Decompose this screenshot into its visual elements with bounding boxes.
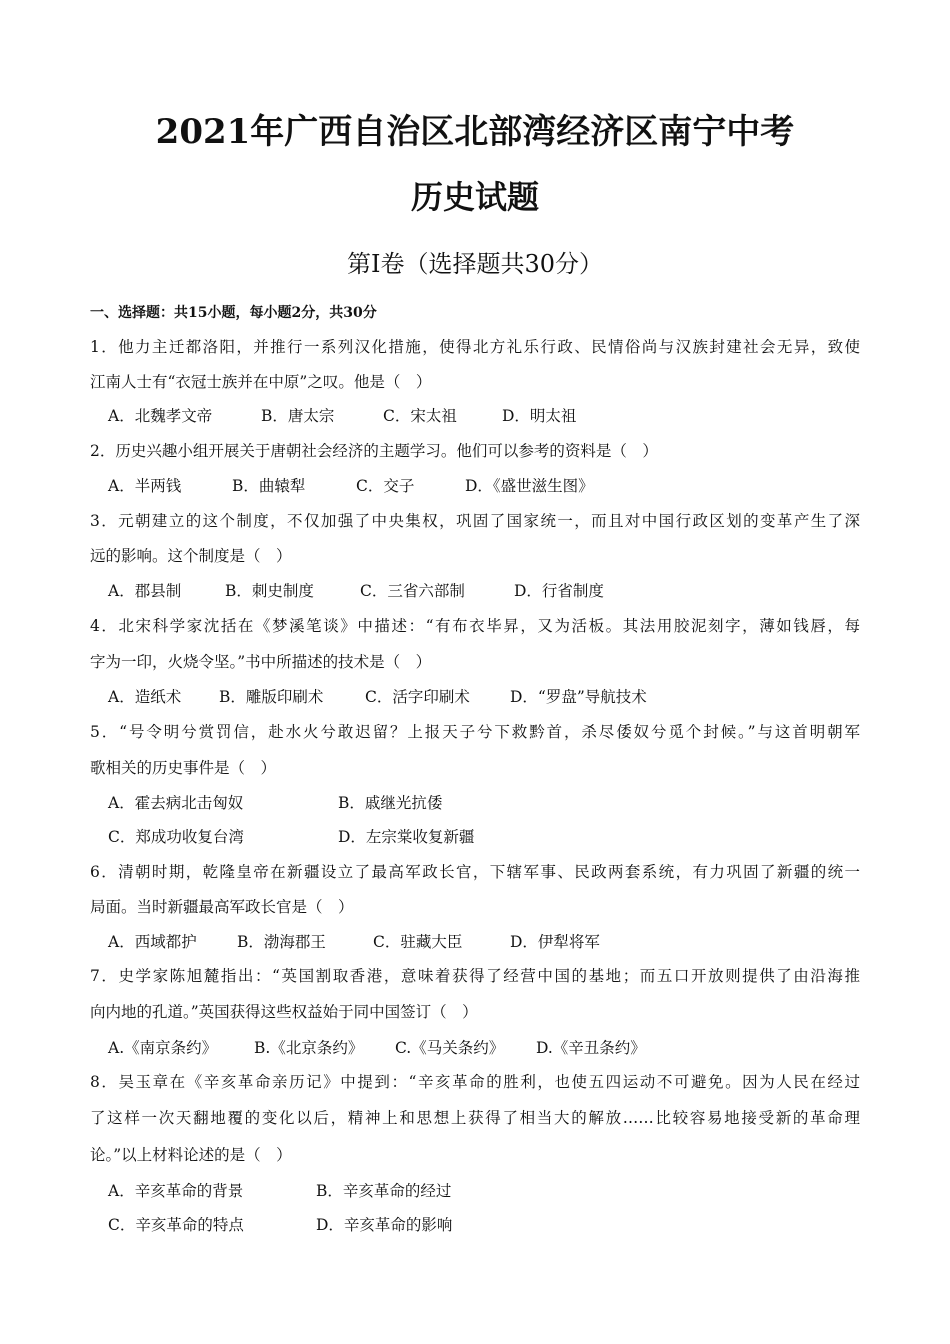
option-a: A．霍去病北击匈奴 — [108, 794, 244, 812]
question-4-line-1: 4．北宋科学家沈括在《梦溪笔谈》中描述：“有布衣毕昇，又为活板。其法用胶泥刻字，薄如钱唇，每 — [90, 617, 860, 635]
question-1-line-2: 江南人士有“衣冠士族并在中原”之叹。他是（ ） — [90, 373, 432, 391]
option-b: B．唐太宗 — [261, 407, 335, 425]
question-7-line-1: 7．史学家陈旭麓指出：“英国割取香港，意味着获得了经营中国的基地；而五口开放则提供了由沿海推 — [90, 967, 860, 985]
option-c: C．三省六部制 — [360, 582, 465, 600]
question-1-line-1: 1．他力主迁都洛阳，并推行一系列汉化措施，使得北方礼乐行政、民情俗尚与汉族封建社会无异，致使 — [90, 338, 860, 356]
part-heading: 一、选择题：共15小题，每小题2分，共30分 — [90, 305, 377, 321]
option-d: D．《盛世滋生图》 — [465, 477, 594, 495]
option-a: A.《南京条约》 — [108, 1039, 218, 1057]
option-c: C．活字印刷术 — [365, 688, 470, 706]
question-3-line-1: 3．元朝建立的这个制度，不仅加强了中央集权，巩固了国家统一，而且对中国行政区划的变革产生了深 — [90, 512, 860, 530]
option-c: C．辛亥革命的特点 — [108, 1216, 244, 1234]
section-title: 第Ⅰ卷（选择题共30分） — [346, 250, 604, 278]
option-b: B．曲辕犁 — [232, 477, 306, 495]
question-2-line-1: 2．历史兴趣小组开展关于唐朝社会经济的主题学习。他们可以参考的资料是（ ） — [90, 442, 658, 460]
option-b: B．戚继光抗倭 — [338, 794, 443, 812]
question-8-line-2: 了这样一次天翻地覆的变化以后，精神上和思想上获得了相当大的解放……比较容易地接受新的革命理 — [90, 1109, 860, 1127]
question-3-line-2: 远的影响。这个制度是（ ） — [90, 547, 292, 565]
option-a: A．西域都护 — [108, 933, 197, 951]
option-b: B．渤海郡王 — [237, 933, 326, 951]
option-c: C．郑成功收复台湾 — [108, 828, 244, 846]
question-5-line-1: 5．“号令明兮赏罚信，赴水火兮敢迟留？上报天子兮下救黔首，杀尽倭奴兮觅个封候。”与这首明朝军 — [90, 723, 860, 741]
exam-title: 2021年广西自治区北部湾经济区南宁中考 — [155, 112, 795, 152]
option-a: A．郡县制 — [108, 582, 182, 600]
question-8-line-3: 论。”以上材料论述的是（ ） — [90, 1146, 292, 1164]
option-d: D．辛亥革命的影响 — [316, 1216, 453, 1234]
question-8-line-1: 8．吴玉章在《辛亥革命亲历记》中提到：“辛亥革命的胜利，也使五四运动不可避免。因为人民在经过 — [90, 1073, 860, 1091]
exam-subtitle: 历史试题 — [410, 178, 539, 216]
option-d: D．左宗棠收复新疆 — [338, 828, 475, 846]
option-a: A．半两钱 — [108, 477, 182, 495]
option-c: C.《马关条约》 — [395, 1039, 505, 1057]
question-5-line-2: 歌相关的历史事件是（ ） — [90, 759, 277, 777]
question-6-line-1: 6．清朝时期，乾隆皇帝在新疆设立了最高军政长官，下辖军事、民政两套系统，有力巩固了新疆的统一 — [90, 863, 860, 881]
option-a: A．造纸术 — [108, 688, 182, 706]
option-d: D.《辛丑条约》 — [536, 1039, 646, 1057]
question-6-line-2: 局面。当时新疆最高军政长官是（ ） — [90, 898, 354, 916]
option-b: B．雕版印刷术 — [219, 688, 324, 706]
option-b: B.《北京条约》 — [254, 1039, 364, 1057]
option-c: C．交子 — [356, 477, 415, 495]
option-a: A．辛亥革命的背景 — [108, 1182, 244, 1200]
option-b: B．刺史制度 — [225, 582, 314, 600]
option-d: D．“罗盘”导航技术 — [510, 688, 647, 706]
option-a: A．北魏孝文帝 — [108, 407, 213, 425]
question-4-line-2: 字为一印，火烧令坚。”书中所描述的技术是（ ） — [90, 653, 432, 671]
option-d: D．行省制度 — [514, 582, 604, 600]
option-b: B．辛亥革命的经过 — [316, 1182, 452, 1200]
option-d: D．明太祖 — [502, 407, 577, 425]
option-d: D．伊犁将军 — [510, 933, 600, 951]
option-c: C．宋太祖 — [383, 407, 457, 425]
option-c: C．驻藏大臣 — [373, 933, 463, 951]
question-7-line-2: 向内地的孔道。”英国获得这些权益始于同中国签订（ ） — [90, 1003, 478, 1021]
